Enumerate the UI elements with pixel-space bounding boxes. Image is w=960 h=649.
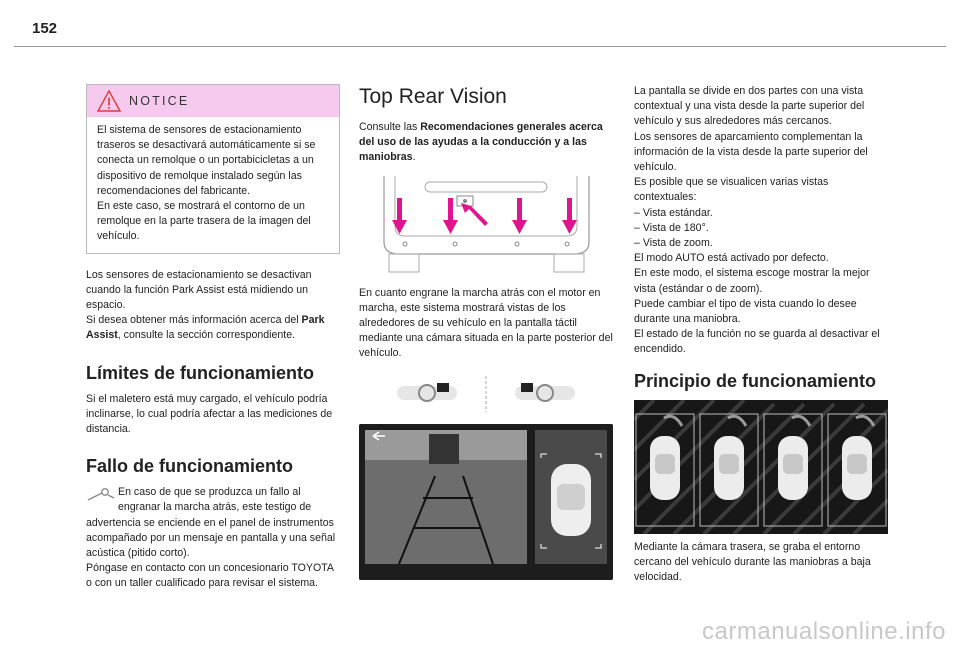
fallo-section bbox=[86, 485, 340, 591]
principio-text: Mediante la cámara trasera, se graba el entorno cercano del vehículo durante las maniobras a baja velocidad. bbox=[634, 540, 871, 584]
watermark: carmanualsonline.info bbox=[702, 618, 946, 645]
operating-principle-illustration bbox=[634, 400, 888, 534]
page-number: 152 bbox=[32, 20, 58, 37]
notice-text: El sistema de sensores de estacionamiento traseros se desactivará automáticamente si se conecta un remolque o un portabicicletas a un dispositivo de remolque instalado según las recomendaciones del fabricante. En este caso, se mostrará el contorno de un remolque en la parte trasera de la imagen del vehículo. bbox=[97, 124, 316, 243]
fallo-text: advertencia se enciende en el panel de instrumentos acompañado por un mensaje en pantalla y una señal acústica (pitido corto). Póngase en contacto con un concesionario TOYOTA o con un taller cualificado para revisar el sistema. bbox=[86, 516, 336, 590]
park-assist-paragraph: Los sensores de estacionamiento se desactivan cuando la función Park Assist está midiendo un espacio. Si desea obtener más información acerca del Park Assist, consulte la sección correspondiente. bbox=[86, 268, 325, 342]
limites-heading: Límites de funcionamiento bbox=[86, 362, 315, 383]
rear-vision-description: En cuanto engrane la marcha atrás con el motor en marcha, este sistema mostrará vistas de los alrededores de su vehículo en la pantalla táctil mediante una cámara situada en la parte posterior del vehículo. bbox=[359, 286, 613, 360]
column-middle bbox=[359, 84, 613, 580]
notice-box bbox=[86, 84, 340, 254]
header-rule bbox=[14, 46, 946, 47]
consult-paragraph: Consulte las Recomendaciones generales acerca del uso de las ayudas a la conducción y a las maniobras. bbox=[359, 121, 603, 164]
mirror-icons bbox=[359, 374, 613, 414]
limites-text: Si el maletero está muy cargado, el vehículo podría inclinarse, lo cual podría afectar a las mediciones de distancia. bbox=[86, 392, 333, 436]
principio-heading: Principio de funcionamiento bbox=[634, 370, 877, 391]
rear-camera-illustration bbox=[359, 176, 613, 276]
fallo-heading: Fallo de funcionamiento bbox=[86, 456, 294, 477]
fallo-text-indent: En caso de que se produzca un fallo al engranar la marcha atrás, este testigo de bbox=[118, 486, 312, 514]
wrench-icon bbox=[86, 487, 116, 503]
column-right bbox=[634, 84, 890, 585]
notice-header bbox=[87, 85, 339, 117]
camera-screen-illustration bbox=[359, 424, 613, 580]
split-screen-text: La pantalla se divide en dos partes con una vista contextual y una vista desde la parte superior del vehículo y sus alrededores más cercanos. Los sensores de aparcamiento complementan la información de la vista desde la parte superior del vehículo. Es posible que se visualicen varias vistas contextuales: – Vista estándar. – Vista de 180°. – Vista de zoom. El modo AUTO está activado por defecto. En este modo, el sistema escoge mostrar la mejor vista (estándar o de zoom). Puede cambiar el tipo de vista cuando lo desee durante una maniobra. El estado de la función no se guarda al desactivar el encendido. bbox=[634, 85, 880, 356]
column-left bbox=[86, 84, 340, 592]
top-rear-vision-title: Top Rear Vision bbox=[359, 85, 507, 108]
warning-icon bbox=[97, 89, 121, 113]
notice-title: NOTICE bbox=[129, 94, 190, 108]
